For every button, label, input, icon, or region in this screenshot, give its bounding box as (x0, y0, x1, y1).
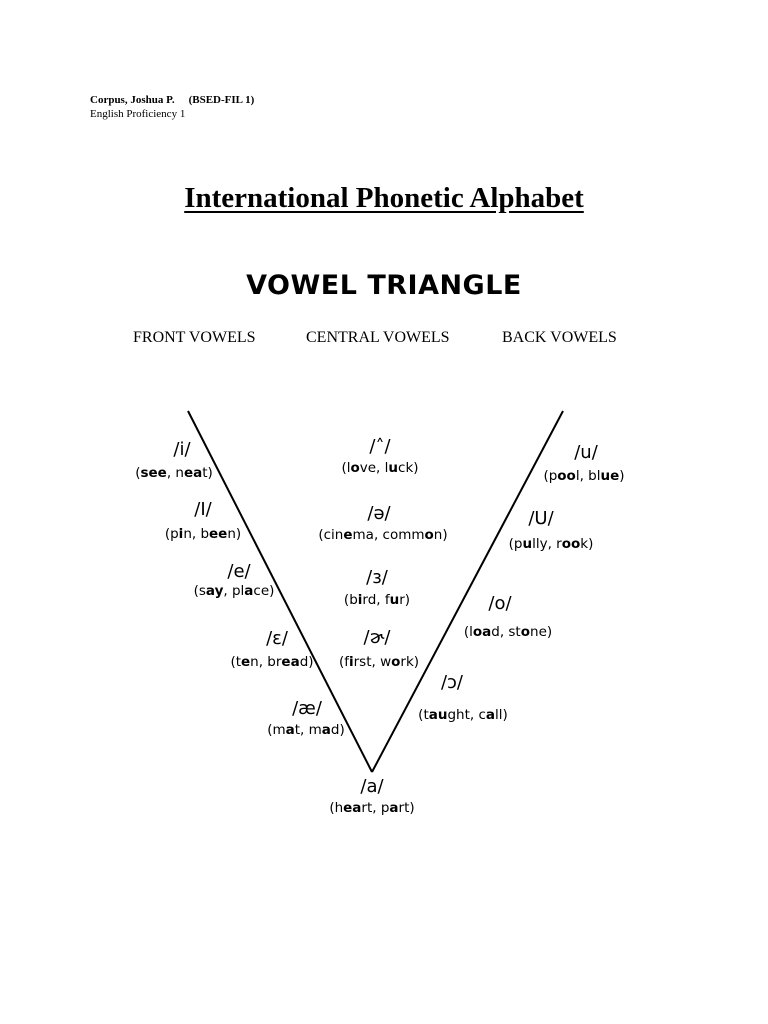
central-vowel-example: (love, luck) (341, 460, 419, 476)
front-vowel-example: (say, place) (193, 583, 275, 599)
central-vowel-example: (bird, fur) (343, 592, 411, 608)
central-vowel-example: (first, work) (338, 654, 420, 670)
back-vowel-example: (taught, call) (418, 707, 508, 723)
front-vowel-symbol: /ɛ/ (266, 628, 288, 649)
section-title: VOWEL TRIANGLE (246, 270, 522, 301)
central-vowel-symbol: /ɚ/ (363, 627, 391, 648)
front-vowel-symbol: /e/ (227, 561, 251, 582)
bottom-vowel-example: (heart, part) (329, 800, 415, 816)
front-vowel-example: (pin, been) (164, 526, 242, 542)
course-code: (BSED-FIL 1) (188, 94, 255, 106)
back-vowel-symbol: /o/ (488, 593, 512, 614)
subject-line: English Proficiency 1 (90, 108, 186, 120)
author-name: Corpus, Joshua P. (90, 94, 175, 106)
bottom-vowel-symbol: /a/ (360, 776, 384, 797)
front-vowels-heading: FRONT VOWELS (133, 329, 256, 346)
central-vowel-example: (cinema, common) (318, 527, 448, 543)
back-vowel-symbol: /ɔ/ (440, 672, 464, 693)
front-vowel-example: (ten, bread) (230, 654, 314, 670)
back-vowel-example: (pool, blue) (543, 468, 625, 484)
front-vowel-symbol: /I/ (194, 499, 212, 520)
back-vowel-example: (load, stone) (463, 624, 553, 640)
front-vowel-symbol: /æ/ (292, 698, 322, 719)
back-vowel-example: (pully, rook) (508, 536, 594, 552)
page-title-text: International Phonetic Alphabet (184, 182, 584, 214)
front-vowel-example: (see, neat) (135, 465, 213, 481)
central-vowel-symbol: /ə/ (367, 503, 391, 524)
back-vowel-symbol: /U/ (528, 508, 554, 529)
back-vowels-heading: BACK VOWELS (502, 329, 617, 346)
central-vowel-symbol: /ɜ/ (366, 567, 388, 588)
central-vowel-symbol: /˄/ (369, 436, 391, 457)
central-vowels-heading: CENTRAL VOWELS (306, 329, 450, 346)
back-vowel-symbol: /u/ (574, 442, 598, 463)
front-vowel-example: (mat, mad) (267, 722, 345, 738)
front-vowel-symbol: /i/ (173, 439, 191, 460)
